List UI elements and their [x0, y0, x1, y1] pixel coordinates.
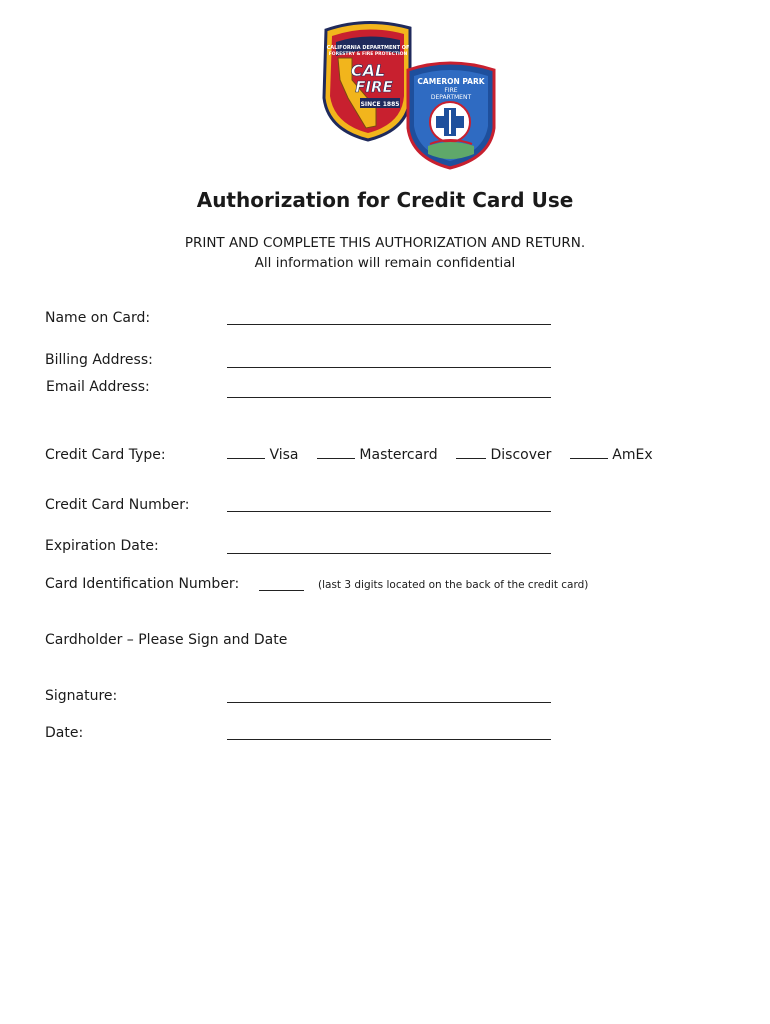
- card-id-number-label: Card Identification Number:: [45, 576, 240, 592]
- card-id-number-field[interactable]: [259, 590, 304, 591]
- discover-option[interactable]: [456, 447, 551, 463]
- visa-label: Visa: [269, 447, 299, 463]
- email-address-label: Email Address:: [46, 379, 150, 395]
- svg-text:SINCE 1885: SINCE 1885: [360, 101, 400, 108]
- svg-text:DEPARTMENT: DEPARTMENT: [430, 94, 472, 101]
- billing-address-field[interactable]: [227, 367, 551, 368]
- calfire-logo: [324, 22, 410, 140]
- page-title: Authorization for Credit Card Use: [196, 188, 574, 212]
- date-label: Date:: [45, 725, 84, 741]
- svg-text:CAL: CAL: [350, 61, 386, 80]
- svg-text:FORESTRY & FIRE PROTECTION: FORESTRY & FIRE PROTECTION: [328, 52, 408, 57]
- credit-card-number-field[interactable]: [227, 511, 551, 512]
- credit-card-type-options: [227, 447, 653, 463]
- mastercard-option[interactable]: [317, 447, 438, 463]
- mastercard-checkbox-line[interactable]: [317, 447, 355, 459]
- confidentiality-note: All information will remain confidential: [254, 255, 516, 271]
- discover-label: Discover: [490, 447, 552, 463]
- credit-card-number-label: Credit Card Number:: [45, 497, 190, 513]
- svg-text:FIRE: FIRE: [355, 78, 393, 96]
- amex-checkbox-line[interactable]: [570, 447, 608, 459]
- mastercard-label: Mastercard: [359, 447, 438, 463]
- expiration-date-field[interactable]: [227, 553, 551, 554]
- credit-card-type-label: Credit Card Type:: [45, 447, 166, 463]
- name-on-card-field[interactable]: [227, 324, 551, 325]
- logos-graphic: [318, 18, 498, 170]
- date-field[interactable]: [227, 739, 551, 740]
- amex-label: AmEx: [612, 447, 653, 463]
- expiration-date-label: Expiration Date:: [45, 538, 159, 554]
- signature-label: Signature:: [45, 688, 118, 704]
- email-address-field[interactable]: [227, 397, 551, 398]
- svg-text:FIRE: FIRE: [444, 87, 458, 94]
- signature-field[interactable]: [227, 702, 551, 703]
- svg-text:CALIFORNIA DEPARTMENT OF: CALIFORNIA DEPARTMENT OF: [326, 45, 410, 51]
- billing-address-label: Billing Address:: [45, 352, 153, 368]
- amex-option[interactable]: [570, 447, 653, 463]
- name-on-card-label: Name on Card:: [45, 310, 151, 326]
- cameron-park-logo: [408, 63, 494, 168]
- discover-checkbox-line[interactable]: [456, 447, 486, 459]
- department-logos: [318, 18, 498, 170]
- cardholder-sign-heading: Cardholder – Please Sign and Date: [45, 632, 288, 648]
- cvv-hint: (last 3 digits located on the back of the credit card): [318, 579, 589, 591]
- svg-text:CAMERON PARK: CAMERON PARK: [417, 77, 485, 86]
- instructions-line-1: PRINT AND COMPLETE THIS AUTHORIZATION AND RETURN.: [184, 235, 586, 251]
- visa-option[interactable]: [227, 447, 299, 463]
- visa-checkbox-line[interactable]: [227, 447, 265, 459]
